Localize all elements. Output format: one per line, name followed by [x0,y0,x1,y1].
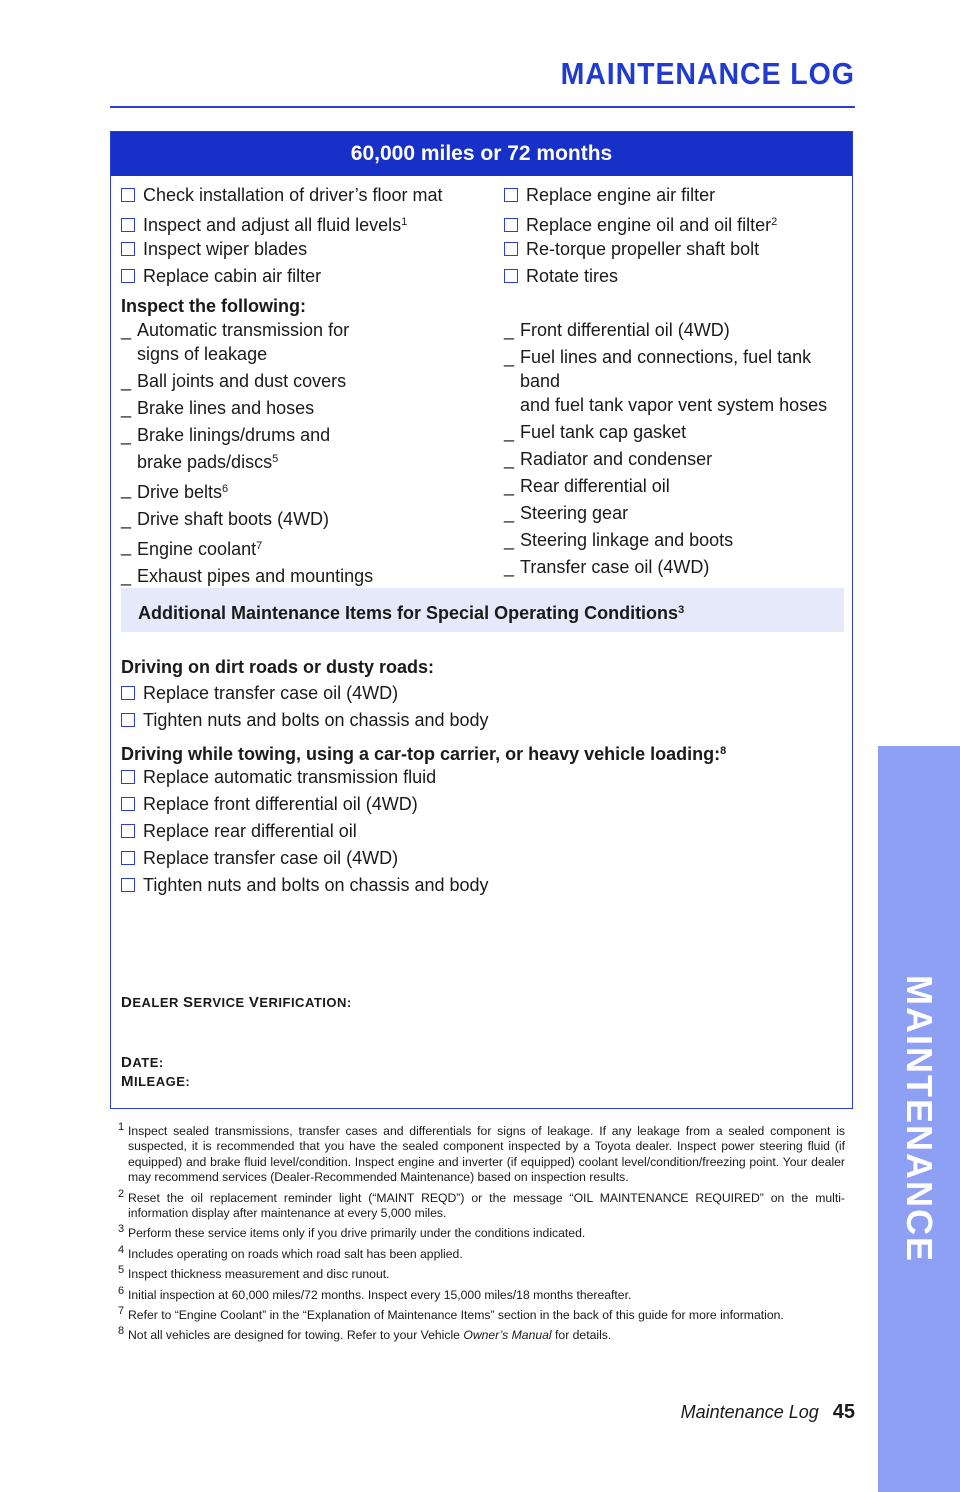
dash-bullet-icon: _ [121,320,132,340]
checklist-item [121,263,496,290]
dash-bullet-icon: _ [121,371,132,391]
inspect-item-line: Drive shaft boots (4WD) [137,509,330,529]
condition-checklist-item [121,707,841,734]
footnote [118,1264,845,1282]
footnote-text: Refer to “Engine Coolant” in the “Explanation of Maintenance Items” section in the back of this guide for more information. [128,1308,784,1323]
inspect-item [121,423,496,474]
footnote [118,1121,845,1186]
footnote-number: 6 [118,1284,125,1297]
inspect-item-line: Engine coolant [137,539,257,559]
condition-item-text: Replace transfer case oil (4WD) [143,683,399,703]
inspect-list-left [121,318,496,588]
inspect-item-line: Automatic transmission for [137,320,350,340]
dash-bullet-icon: _ [121,566,132,586]
footnote-italic-text: Owner’s Manual [463,1328,552,1343]
checkbox-icon [121,188,135,202]
condition-heading [121,654,841,680]
inspect-item-line: Brake linings/drums and [137,425,331,445]
inspect-heading-spacer [504,294,849,318]
small-caps-part: D [121,1054,133,1071]
left-checklist [121,182,496,290]
dash-bullet-icon: _ [121,398,132,418]
checkbox-icon [121,713,135,727]
dash-bullet-icon: _ [121,509,132,529]
checklist-item-text: Replace cabin air filter [143,266,322,286]
inspect-item [121,369,496,393]
checklist-item [504,182,849,209]
checklist-item [121,182,496,209]
checklist-item [504,263,849,290]
inspect-item-line: Drive belts [137,482,223,502]
page-footer [681,1401,855,1424]
dash-bullet-icon: _ [504,557,515,577]
section-tab [878,746,960,1492]
right-checklist [504,182,849,290]
condition-checklist-item [121,791,841,818]
checkbox-icon [121,218,135,232]
footnote [118,1187,845,1222]
dash-bullet-icon: _ [504,503,515,523]
footnote-number: 7 [118,1305,125,1318]
small-caps-part: M [121,1073,134,1090]
inspect-item [121,477,496,504]
dash-bullet-icon: _ [121,479,132,499]
small-caps-part: D [121,994,133,1011]
condition-item-text: Replace rear differential oil [143,821,357,841]
checklist-item [121,236,496,263]
checkbox-icon [121,851,135,865]
condition-heading-text: Driving on dirt roads or dusty roads: [121,657,435,677]
inspect-item [504,474,849,498]
footnote [118,1243,845,1262]
footnote [118,1223,845,1241]
condition-checklist-item [121,845,841,872]
mileage-label [121,1073,190,1090]
inspect-item-line: Transfer case oil (4WD) [520,557,710,577]
footnote-number: 2 [118,1187,125,1200]
checklist-item-text: Rotate tires [526,266,619,286]
condition-item-text: Tighten nuts and bolts on chassis and body [143,875,489,895]
page-title: MAINTENANCE LOG [560,56,855,91]
inspect-item [121,507,496,531]
inspect-list-right [504,318,849,579]
inspect-item-line: brake pads/discs [137,452,273,472]
footnote-number: 1 [118,1121,125,1133]
checkbox-icon [121,269,135,283]
condition-item-text: Tighten nuts and bolts on chassis and body [143,710,489,730]
inspect-item-line: Steering linkage and boots [520,530,734,550]
dash-bullet-icon: _ [504,530,515,550]
footnote-ref: 1 [401,216,408,228]
checklist-item [121,209,496,236]
inspect-item-line: signs of leakage [137,344,268,364]
inspect-item-line: Steering gear [520,503,629,523]
dash-bullet-icon: _ [121,425,132,445]
inspect-item-line: Brake lines and hoses [137,398,315,418]
special-conditions [121,650,841,899]
condition-item-text: Replace transfer case oil (4WD) [143,848,399,868]
footnote-text: Reset the oil replacement reminder light (“MAINT REQD”) or the message “OIL MAINTENANCE REQUIRED” on the multi-information display after maintenance at every 5,000 miles. [128,1190,845,1221]
checkbox-icon [504,269,518,283]
footnote [118,1284,845,1303]
footnote-ref: 7 [256,540,263,552]
condition-item-text: Replace automatic transmission fluid [143,767,437,787]
small-caps-part: ERVICE [193,995,249,1010]
condition-checklist-item [121,680,841,707]
footnote-text: Inspect sealed transmissions, transfer cases and differentials for signs of leakage. If any leakage from a sealed component is suspected, it is recommended that you have the sealed component inspected by a Toyota dealer. Inspect power steering fluid (if equipped) and brake fluid level/condition. Inspect engine and inverter (if equipped) coolant level/condition/freezing point. Your dealer may recommend services (Dealer-Recommended Maintenance) based on inspection results. [128,1124,845,1185]
footnote-ref: 8 [720,745,727,757]
section-tab-label: MAINTENANCE [899,975,940,1263]
footnote-number: 3 [118,1223,125,1236]
checkbox-icon [504,218,518,232]
footnote-number: 5 [118,1264,125,1277]
inspect-item-line: and fuel tank vapor vent system hoses [520,395,828,415]
checklist-item-text: Inspect and adjust all fluid levels [143,215,402,235]
footnote-number: 4 [118,1243,125,1256]
checkbox-icon [504,188,518,202]
footnote-text: Inspect thickness measurement and disc runout. [128,1267,390,1282]
checklist-item-text: Re-torque propeller shaft bolt [526,239,760,259]
checklist-item-text: Replace engine oil and oil filter [526,215,772,235]
inspect-item [121,534,496,561]
small-caps-part: ERIFICATION: [259,995,352,1010]
inspect-item-line: Radiator and condenser [520,449,713,469]
inspect-item [504,555,849,579]
inspect-item-line: Exhaust pipes and mountings [137,566,374,586]
checkbox-icon [121,797,135,811]
checklist-item-text: Check installation of driver’s floor mat [143,185,443,205]
small-caps-part: V [248,994,260,1011]
checklist-item-text: Inspect wiper blades [143,239,308,259]
inspect-item [121,396,496,420]
checkbox-icon [121,770,135,784]
condition-heading [121,738,841,764]
inspect-item-line: Fuel lines and connections, fuel tank band [520,347,812,391]
condition-checklist-item [121,818,841,845]
footnote [118,1325,845,1343]
inspect-heading: Inspect the following: [121,296,306,316]
date-label [121,1054,164,1071]
maintenance-interval-box [110,131,853,1109]
additional-items-title: Additional Maintenance Items for Special Operating Conditions [138,603,679,623]
right-column [504,182,849,582]
footnote [118,1305,845,1323]
footnote-number: 8 [118,1325,125,1338]
footnote-ref: 3 [678,604,685,616]
checkbox-icon [121,824,135,838]
inspect-item [121,564,496,588]
condition-heading-text: Driving while towing, using a car-top carrier, or heavy vehicle loading: [121,744,721,764]
dash-bullet-icon: _ [504,449,515,469]
small-caps-part: EALER [132,995,184,1010]
condition-checklist-item [121,764,841,791]
left-column [121,182,496,591]
checklist-item [504,209,849,236]
inspect-item [504,447,849,471]
checklist-item-text: Replace engine air filter [526,185,716,205]
condition-item-text: Replace front differential oil (4WD) [143,794,418,814]
condition-checklist-item [121,872,841,899]
footnotes [118,1121,845,1349]
checklist-item [504,236,849,263]
footnote-ref: 6 [222,483,229,495]
inspect-item [504,501,849,525]
dash-bullet-icon: _ [504,476,515,496]
dash-bullet-icon: _ [504,422,515,442]
inspect-item [504,420,849,444]
page-number: 45 [832,1401,855,1423]
inspect-item-line: Front differential oil (4WD) [520,320,730,340]
checkbox-icon [121,686,135,700]
footnote-text: Perform these service items only if you drive primarily under the conditions indicated. [128,1226,586,1241]
footnote-text: Initial inspection at 60,000 miles/72 months. Inspect every 15,000 miles/18 months thereafter. [128,1287,632,1302]
small-caps-part: S [183,994,194,1011]
inspect-item-line: Ball joints and dust covers [137,371,347,391]
small-caps-part: ATE: [132,1055,164,1070]
additional-items-band [121,588,844,632]
footnote-ref: 2 [771,216,778,228]
inspect-item [504,345,849,417]
footer-section-name: Maintenance Log [680,1402,819,1422]
dash-bullet-icon: _ [504,347,515,367]
footnote-text: Includes operating on roads which road salt has been applied. [128,1246,463,1261]
dealer-verification-label [121,994,352,1011]
inspect-item [504,318,849,342]
inspect-item-line: Fuel tank cap gasket [520,422,687,442]
checkbox-icon [121,878,135,892]
interval-columns [111,176,852,586]
footnote-text-after: for details. [551,1328,612,1343]
interval-header: 60,000 miles or 72 months [111,132,852,176]
footnote-text: Not all vehicles are designed for towing. Refer to your Vehicle [128,1328,464,1343]
title-rule [110,106,855,108]
inspect-item-line: Rear differential oil [520,476,670,496]
dash-bullet-icon: _ [504,320,515,340]
checkbox-icon [121,242,135,256]
inspect-item [504,528,849,552]
checkbox-icon [504,242,518,256]
dash-bullet-icon: _ [121,536,132,556]
small-caps-part: ILEAGE: [134,1074,191,1089]
inspect-item [121,318,496,366]
footnote-ref: 5 [272,453,279,465]
